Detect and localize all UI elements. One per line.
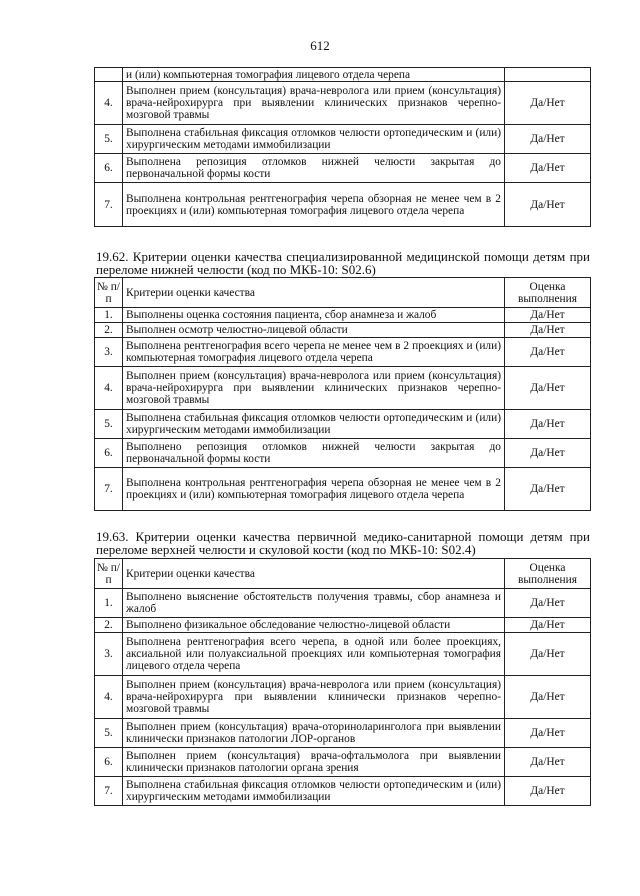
- score-cell: Да/Нет: [505, 183, 591, 227]
- score-cell: Да/Нет: [505, 439, 591, 468]
- table-row: [95, 468, 591, 511]
- table-row: [95, 125, 591, 154]
- score-cell: Да/Нет: [505, 125, 591, 154]
- criterion-text: Выполнено выяснение обстоятельств получения травмы, сбор анамнеза и жалоб: [123, 589, 505, 618]
- criteria-table-19-62: [94, 277, 591, 511]
- table-row: [95, 154, 591, 183]
- section-title-19-63: 19.63. Критерии оценки качества первичной медико-санитарной помощи детям при переломе верхней челюсти и скуловой кости (код по МКБ-10: S02.4): [96, 529, 590, 557]
- score-cell: Да/Нет: [505, 589, 591, 618]
- row-number: 4.: [95, 676, 123, 719]
- row-number: 5.: [95, 125, 123, 154]
- row-number: 1.: [95, 589, 123, 618]
- header-score: Оценка выполнения: [505, 559, 591, 589]
- criterion-text: Выполнен осмотр челюстно-лицевой области: [123, 323, 505, 338]
- table-row: [95, 633, 591, 676]
- criterion-text: и (или) компьютерная томография лицевого отдела черепа: [123, 68, 505, 82]
- row-number: 4.: [95, 367, 123, 410]
- score-cell: Да/Нет: [505, 719, 591, 748]
- criterion-text: Выполнена рентгенография всего черепа не менее чем в 2 проекциях и (или) компьютерная томография лицевого отдела черепа: [123, 338, 505, 367]
- score-cell: Да/Нет: [505, 618, 591, 633]
- table-row: [95, 68, 591, 82]
- row-number: 5.: [95, 719, 123, 748]
- table-header-row: [95, 278, 591, 308]
- criterion-text: Выполнена рентгенография всего черепа, в одной или более проекциях, аксиальной или полуаксиальной проекциях или компьютерная томография лицевого отдела черепа: [123, 633, 505, 676]
- score-cell: Да/Нет: [505, 633, 591, 676]
- row-number: 6.: [95, 154, 123, 183]
- table-row: [95, 410, 591, 439]
- row-number: 7.: [95, 468, 123, 511]
- table-header-row: [95, 559, 591, 589]
- table-row: [95, 439, 591, 468]
- table-row: [95, 618, 591, 633]
- row-number: 6.: [95, 439, 123, 468]
- header-number: № п/п: [95, 278, 123, 308]
- table-row: [95, 719, 591, 748]
- criterion-text: Выполнен прием (консультация) врача-оториноларинголога при выявлении клинически признаков патологии ЛОР-органов: [123, 719, 505, 748]
- table-row: [95, 308, 591, 323]
- header-criterion: Критерии оценки качества: [123, 278, 505, 308]
- score-cell: Да/Нет: [505, 82, 591, 125]
- score-cell: Да/Нет: [505, 748, 591, 777]
- score-cell: Да/Нет: [505, 308, 591, 323]
- row-number: 2.: [95, 618, 123, 633]
- row-number: 3.: [95, 338, 123, 367]
- page-number: 612: [310, 38, 330, 53]
- header-number: № п/п: [95, 559, 123, 589]
- criterion-text: Выполнен прием (консультация) врача-невролога или прием (консультация) врача-нейрохирурга при выявлении клинических признаков черепно-мозговой травмы: [123, 82, 505, 125]
- table-row: [95, 777, 591, 806]
- table-row: [95, 748, 591, 777]
- header-criterion: Критерии оценки качества: [123, 559, 505, 589]
- table-row: [95, 589, 591, 618]
- row-number: 5.: [95, 410, 123, 439]
- row-number: [95, 68, 123, 82]
- header-score: Оценка выполнения: [505, 278, 591, 308]
- criterion-text: Выполнен прием (консультация) врача-невролога или прием (консультация) врача-нейрохирурга при выявлении клинических признаков черепно-мозговой травмы: [123, 367, 505, 410]
- row-number: 7.: [95, 777, 123, 806]
- score-cell: Да/Нет: [505, 323, 591, 338]
- row-number: 4.: [95, 82, 123, 125]
- row-number: 2.: [95, 323, 123, 338]
- table-row: [95, 676, 591, 719]
- criterion-text: Выполнено репозиция отломков нижней челюсти закрытая до первоначальной формы кости: [123, 439, 505, 468]
- criterion-text: Выполнена репозиция отломков нижней челюсти закрытая до первоначальной формы кости: [123, 154, 505, 183]
- criteria-table-19-63: [94, 558, 591, 806]
- score-cell: Да/Нет: [505, 367, 591, 410]
- criterion-text: Выполнена стабильная фиксация отломков челюсти ортопедическим и (или) хирургическим методами иммобилизации: [123, 410, 505, 439]
- criterion-text: Выполнена стабильная фиксация отломков челюсти ортопедическим и (или) хирургическим методами иммобилизации: [123, 777, 505, 806]
- row-number: 6.: [95, 748, 123, 777]
- criterion-text: Выполнено физикальное обследование челюстно-лицевой области: [123, 618, 505, 633]
- row-number: 3.: [95, 633, 123, 676]
- score-cell: Да/Нет: [505, 410, 591, 439]
- table-row: [95, 82, 591, 125]
- criterion-text: Выполнен прием (консультация) врача-невролога или прием (консультация) врача-нейрохирурга при выявлении клинически признаков черепно-мозговой травмы: [123, 676, 505, 719]
- table-row: [95, 183, 591, 227]
- table-row: [95, 323, 591, 338]
- criterion-text: Выполнен прием (консультация) врача-офтальмолога при выявлении клинически признаков патологии органа зрения: [123, 748, 505, 777]
- criterion-text: Выполнена стабильная фиксация отломков челюсти ортопедическим и (или) хирургическим методами иммобилизации: [123, 125, 505, 154]
- row-number: 1.: [95, 308, 123, 323]
- criterion-text: Выполнены оценка состояния пациента, сбор анамнеза и жалоб: [123, 308, 505, 323]
- table-row: [95, 338, 591, 367]
- continued-criteria-table: [94, 67, 591, 227]
- score-cell: Да/Нет: [505, 676, 591, 719]
- table-row: [95, 367, 591, 410]
- criterion-text: Выполнена контрольная рентгенография черепа обзорная не менее чем в 2 проекциях и (или) компьютерная томография лицевого отдела черепа: [123, 468, 505, 511]
- score-cell: Да/Нет: [505, 777, 591, 806]
- score-cell: Да/Нет: [505, 154, 591, 183]
- score-cell: Да/Нет: [505, 338, 591, 367]
- score-cell: Да/Нет: [505, 468, 591, 511]
- section-title-19-62: 19.62. Критерии оценки качества специализированной медицинской помощи детям при переломе нижней челюсти (код по МКБ-10: S02.6): [96, 249, 590, 277]
- criterion-text: Выполнена контрольная рентгенография черепа обзорная не менее чем в 2 проекциях и (или) компьютерная томография лицевого отдела черепа: [123, 183, 505, 227]
- row-number: 7.: [95, 183, 123, 227]
- score-cell: [505, 68, 591, 82]
